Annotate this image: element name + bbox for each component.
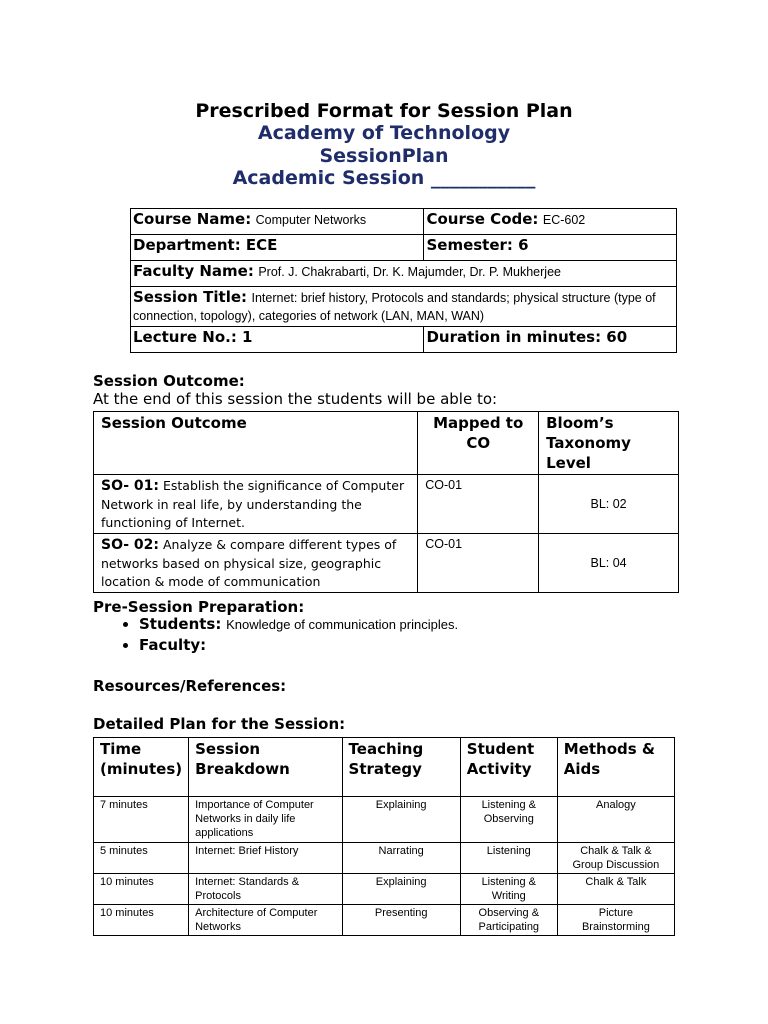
strategy-cell: Explaining (342, 797, 460, 843)
bl-cell: BL: 04 (539, 534, 679, 593)
breakdown-header: Session Breakdown (189, 738, 342, 797)
department-cell: Department: ECE (131, 235, 424, 261)
table-row (94, 475, 679, 534)
detailed-plan-heading: Detailed Plan for the Session: (93, 715, 346, 733)
breakdown-cell: Importance of Computer Networks in daily life applications (189, 797, 342, 843)
faculty-cell: Faculty Name: Prof. J. Chakrabarti, Dr. K. Majumder, Dr. P. Mukherjee (131, 261, 677, 287)
table-row (94, 534, 679, 593)
mapped-co-header: Mapped to CO (418, 412, 539, 475)
activity-cell: Observing & Participating (460, 905, 557, 936)
time-cell: 7 minutes (94, 797, 189, 843)
detailed-plan-table (93, 737, 675, 936)
course-name-cell: Course Name: Computer Networks (131, 209, 424, 235)
activity-header: Student Activity (460, 738, 557, 797)
table-row (94, 874, 675, 905)
table-row (94, 843, 675, 874)
outcome-cell: SO- 02: Analyze & compare different types of networks based on physical size, geographic location & mode of communication (94, 534, 418, 593)
academic-session: Academic Session ___________ (232, 167, 536, 189)
lecture-no-cell: Lecture No.: 1 (131, 327, 424, 353)
list-item: • Faculty: (139, 635, 458, 655)
resources-heading: Resources/References: (93, 677, 287, 695)
semester-cell: Semester: 6 (424, 235, 677, 261)
time-cell: 5 minutes (94, 843, 189, 874)
plan-title: SessionPlan (319, 145, 449, 167)
outcome-header: Session Outcome (94, 412, 418, 475)
bl-cell: BL: 02 (539, 475, 679, 534)
methods-cell: Analogy (557, 797, 674, 843)
time-cell: 10 minutes (94, 874, 189, 905)
methods-header: Methods & Aids (557, 738, 674, 797)
breakdown-cell: Internet: Standards & Protocols (189, 874, 342, 905)
activity-cell: Listening & Writing (460, 874, 557, 905)
table-row (94, 905, 675, 936)
session-outcome-table (93, 411, 679, 593)
session-outcome-intro: At the end of this session the students will be able to: (93, 390, 498, 408)
methods-cell: Chalk & Talk (557, 874, 674, 905)
activity-cell: Listening & Observing (460, 797, 557, 843)
list-item: • Students: Knowledge of communication principles. (139, 614, 458, 635)
activity-cell: Listening (460, 843, 557, 874)
bloom-level-header: Bloom’s Taxonomy Level (539, 412, 679, 475)
duration-cell: Duration in minutes: 60 (424, 327, 677, 353)
time-cell: 10 minutes (94, 905, 189, 936)
document-title: Prescribed Format for Session Plan (195, 100, 573, 122)
strategy-cell: Presenting (342, 905, 460, 936)
outcome-cell: SO- 01: Establish the significance of Computer Network in real life, by understanding the functioning of Internet. (94, 475, 418, 534)
course-info-table (130, 208, 677, 353)
strategy-cell: Explaining (342, 874, 460, 905)
methods-cell: Chalk & Talk & Group Discussion (557, 843, 674, 874)
strategy-cell: Narrating (342, 843, 460, 874)
breakdown-cell: Architecture of Computer Networks (189, 905, 342, 936)
pre-session-heading: Pre-Session Preparation: (93, 598, 305, 616)
breakdown-cell: Internet: Brief History (189, 843, 342, 874)
session-outcome-heading: Session Outcome: (93, 372, 245, 390)
time-header: Time (minutes) (94, 738, 189, 797)
table-row (94, 797, 675, 843)
co-cell: CO-01 (418, 534, 539, 593)
methods-cell: Picture Brainstorming (557, 905, 674, 936)
pre-session-list (93, 614, 458, 655)
course-code-cell: Course Code: EC-602 (424, 209, 677, 235)
institution-name: Academy of Technology (257, 122, 511, 144)
session-title-cell: Session Title: Internet: brief history, Protocols and standards; physical structure (type of connection, topology), categories of network (LAN, MAN, WAN) (131, 287, 677, 327)
strategy-header: Teaching Strategy (342, 738, 460, 797)
co-cell: CO-01 (418, 475, 539, 534)
